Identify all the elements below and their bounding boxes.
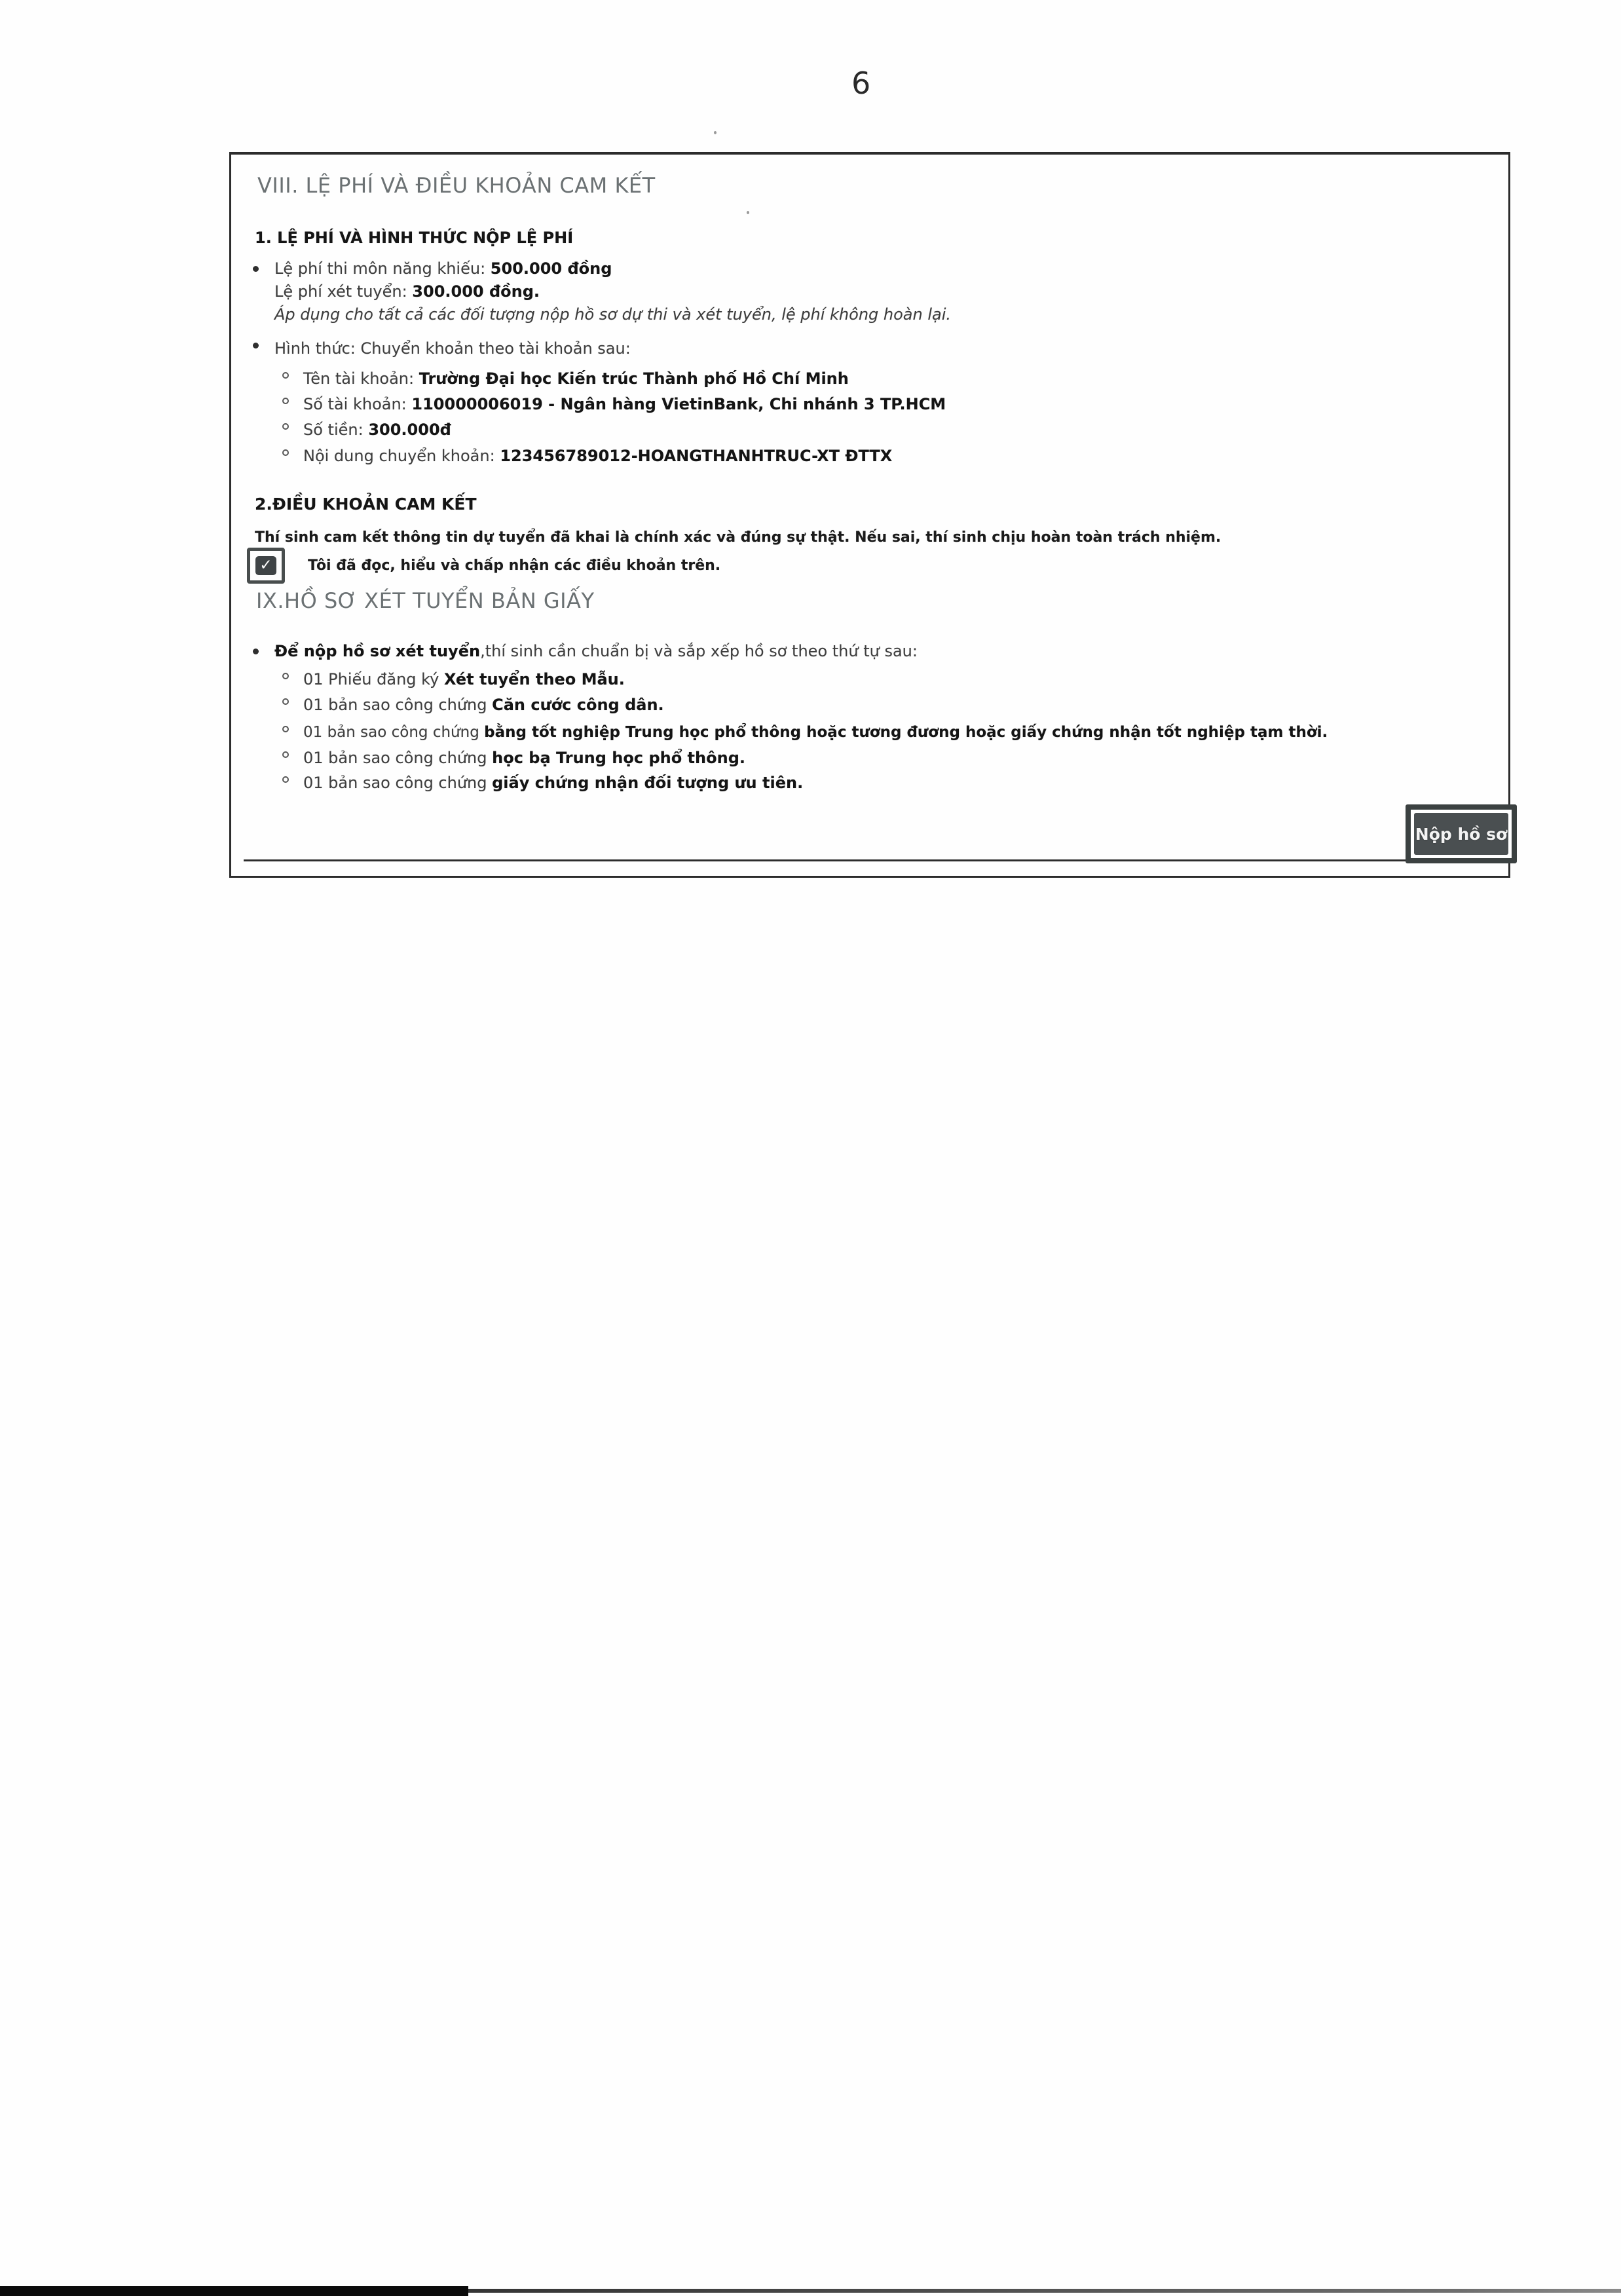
account-label: Số tiền: [303,421,369,439]
fee-value: 300.000 đồng. [412,282,540,301]
document-prefix: 01 bản sao công chứng [303,724,485,741]
account-label: Số tài khoản: [303,395,412,413]
document-name: học bạ Trung học phổ thông. [492,749,745,767]
document-prefix: 01 bản sao công chứng [303,749,493,767]
fee-line-exam [274,257,612,280]
scan-edge-bar [0,2286,468,2296]
bullet-icon [253,343,259,348]
documents-intro-rest: ,thí sinh cần chuẩn bị và sắp xếp hồ sơ theo thứ tự sau: [480,642,918,660]
circle-bullet-icon [282,449,289,456]
account-label: Nội dung chuyển khoản: [303,447,500,465]
scan-speck [714,131,717,134]
payment-method-line: Hình thức: Chuyển khoản theo tài khoản sau: [274,339,631,358]
document-prefix: 01 bản sao công chứng [303,696,493,714]
documents-intro-bold: Để nộp hồ sơ xét tuyển [274,642,481,660]
checkmark-icon: ✓ [259,557,272,574]
document-name: bằng tốt nghiệp Trung học phổ thông hoặc tương đương hoặc giấy chứng nhận tốt nghiệp tạm thời. [484,724,1328,741]
document-item [303,772,803,794]
document-item [303,721,1328,743]
fee-label: Lệ phí xét tuyển: [274,282,413,301]
document-item [303,747,745,769]
page-number: 6 [851,66,871,101]
circle-bullet-icon [282,398,289,404]
account-value: 110000006019 - Ngân hàng VietinBank, Chi nhánh 3 TP.HCM [411,395,946,413]
fee-label: Lệ phí thi môn năng khiếu: [274,259,491,278]
circle-bullet-icon [282,423,289,430]
fee-line-application [274,280,540,303]
fees-heading: 1. LỆ PHÍ VÀ HÌNH THỨC NỘP LỆ PHÍ [255,229,574,247]
panel-inner-bottom-rule [244,859,1508,861]
circle-bullet-icon [282,726,289,732]
document-prefix: 01 Phiếu đăng ký [303,670,445,688]
account-value: 300.000đ [368,421,451,439]
submit-button-label: Nộp hồ sơ [1415,824,1508,844]
document-name: giấy chứng nhận đối tượng ưu tiên. [492,774,804,792]
submit-button-face [1414,813,1508,855]
terms-checkbox-label: Tôi đã đọc, hiểu và chấp nhận các điều khoản trên. [308,557,721,574]
account-value: Trường Đại học Kiến trúc Thành phố Hồ Chí Minh [419,369,849,388]
terms-checkbox[interactable] [247,548,285,584]
circle-bullet-icon [282,372,289,379]
fee-note: Áp dụng cho tất cả các đối tượng nộp hồ sơ dự thi và xét tuyển, lệ phí không hoàn lại. [274,305,952,324]
terms-statement: Thí sinh cam kết thông tin dự tuyển đã khai là chính xác và đúng sự thật. Nếu sai, thí sinh chịu hoàn toàn trách nhiệm. [255,529,1221,546]
document-name: Xét tuyển theo Mẫu. [444,670,625,688]
circle-bullet-icon [282,751,289,758]
fee-value: 500.000 đồng [490,259,612,278]
circle-bullet-icon [282,776,289,783]
account-number-line [303,393,946,415]
bullet-icon [253,266,259,272]
bullet-icon [253,649,259,654]
document-item [303,694,664,716]
circle-bullet-icon [282,698,289,705]
section-viii-title: VIII. LỆ PHÍ VÀ ĐIỀU KHOẢN CAM KẾT [257,173,656,198]
terms-checkbox-checked-box [255,556,276,575]
document-prefix: 01 bản sao công chứng [303,774,493,792]
amount-line [303,419,451,441]
account-name-line [303,367,849,390]
documents-intro-line [274,640,918,662]
document-name: Căn cước công dân. [492,696,664,714]
document-item [303,668,625,690]
transfer-content-line [303,445,892,467]
account-value: 123456789012-HOANGTHANHTRUC-XT ĐTTX [500,447,893,465]
account-label: Tên tài khoản: [303,369,419,388]
submit-button[interactable] [1406,804,1517,863]
circle-bullet-icon [282,673,289,679]
terms-heading: 2.ĐIỀU KHOẢN CAM KẾT [255,495,477,514]
section-ix-title: IX.HỒ SƠ XÉT TUYỂN BẢN GIẤY [256,588,595,613]
